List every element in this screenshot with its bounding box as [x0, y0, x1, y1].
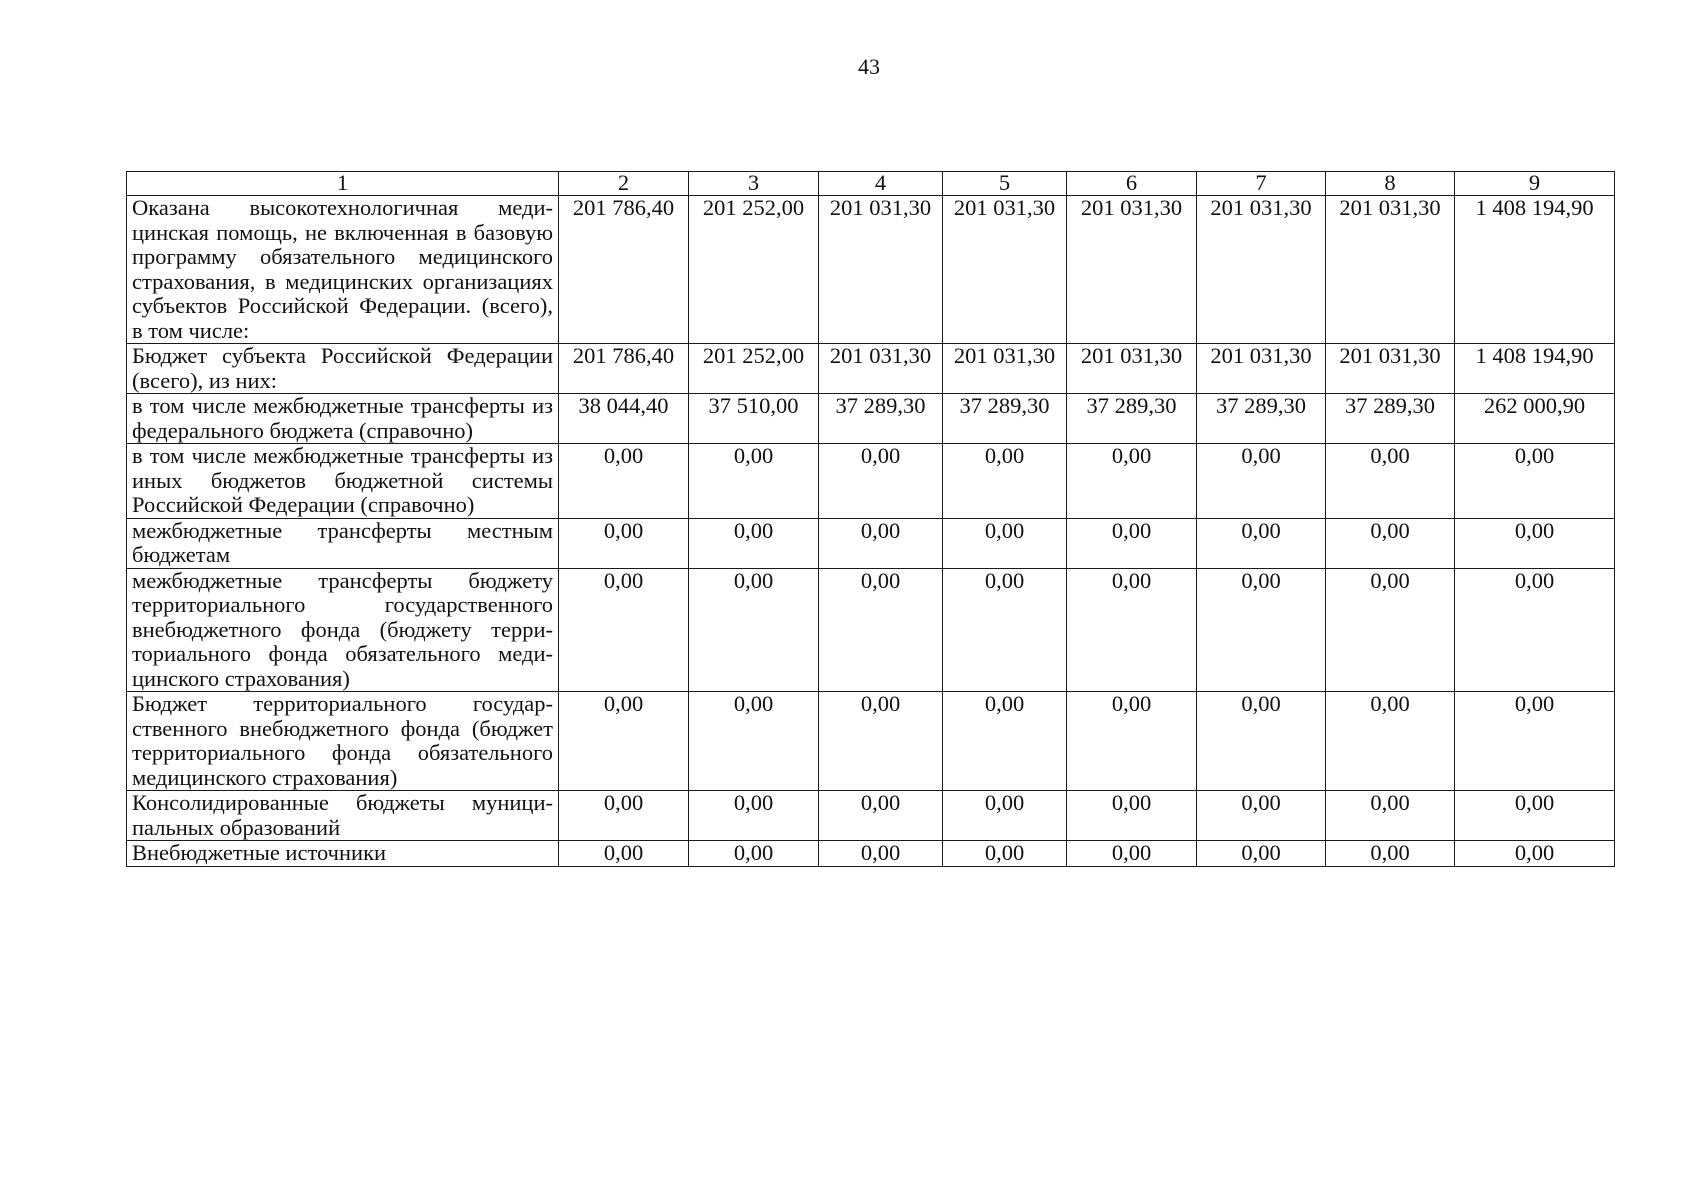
row-label: межбюджетные трансферты бюджету территориального государственного внебюджетного фонда (бюджету территориального фонда обязательного медицинского страхования): [127, 568, 559, 692]
value-cell: 0,00: [819, 841, 943, 867]
value-cell: 0,00: [1326, 791, 1455, 841]
column-header: 5: [943, 172, 1067, 196]
value-cell: 0,00: [689, 568, 819, 692]
value-cell: 201 031,30: [1067, 196, 1197, 344]
table-row: [127, 791, 1615, 841]
value-cell: 0,00: [1197, 518, 1326, 568]
value-cell: 0,00: [1067, 841, 1197, 867]
column-number-row: [127, 172, 1615, 196]
table-row: [127, 518, 1615, 568]
value-cell: 201 031,30: [819, 344, 943, 394]
value-cell: 0,00: [819, 791, 943, 841]
value-cell: 37 289,30: [819, 394, 943, 444]
table-row: [127, 568, 1615, 692]
column-header: 2: [559, 172, 689, 196]
row-label: Консолидированные бюджеты муниципальных образований: [127, 791, 559, 841]
value-cell: 201 252,00: [689, 344, 819, 394]
value-cell: 0,00: [1067, 791, 1197, 841]
value-cell: 201 786,40: [559, 344, 689, 394]
row-label: Бюджет территориального государственного внебюджетного фонда (бюджет территориального фонда обязательного медицинского страхования): [127, 692, 559, 791]
column-header: 3: [689, 172, 819, 196]
value-cell: 0,00: [943, 444, 1067, 519]
value-cell: 37 289,30: [943, 394, 1067, 444]
value-cell: 0,00: [1197, 791, 1326, 841]
budget-table: [126, 171, 1615, 867]
value-cell: 0,00: [1197, 568, 1326, 692]
value-cell: 0,00: [1067, 518, 1197, 568]
value-cell: 0,00: [559, 791, 689, 841]
value-cell: 0,00: [689, 518, 819, 568]
value-cell: 0,00: [943, 568, 1067, 692]
total-cell: 0,00: [1455, 791, 1615, 841]
value-cell: 0,00: [819, 692, 943, 791]
value-cell: 37 289,30: [1326, 394, 1455, 444]
value-cell: 0,00: [819, 518, 943, 568]
value-cell: 0,00: [1326, 841, 1455, 867]
value-cell: 37 289,30: [1067, 394, 1197, 444]
value-cell: 37 510,00: [689, 394, 819, 444]
value-cell: 0,00: [559, 568, 689, 692]
value-cell: 201 031,30: [1067, 344, 1197, 394]
value-cell: 201 252,00: [689, 196, 819, 344]
total-cell: 0,00: [1455, 444, 1615, 519]
value-cell: 201 031,30: [1197, 344, 1326, 394]
value-cell: 0,00: [689, 444, 819, 519]
value-cell: 0,00: [689, 841, 819, 867]
value-cell: 0,00: [1326, 518, 1455, 568]
table-row: [127, 444, 1615, 519]
value-cell: 0,00: [1067, 692, 1197, 791]
value-cell: 0,00: [1326, 444, 1455, 519]
row-label: Бюджет субъекта Российской Федерации (всего), из них:: [127, 344, 559, 394]
row-label: в том числе межбюджетные трансферты из федерального бюджета (справочно): [127, 394, 559, 444]
value-cell: 201 031,30: [1326, 196, 1455, 344]
value-cell: 0,00: [559, 444, 689, 519]
value-cell: 0,00: [943, 791, 1067, 841]
table-row: [127, 196, 1615, 344]
column-header: 9: [1455, 172, 1615, 196]
table-row: [127, 692, 1615, 791]
value-cell: 0,00: [559, 841, 689, 867]
total-cell: 1 408 194,90: [1455, 196, 1615, 344]
column-header: 8: [1326, 172, 1455, 196]
total-cell: 0,00: [1455, 518, 1615, 568]
value-cell: 0,00: [1197, 841, 1326, 867]
value-cell: 0,00: [943, 518, 1067, 568]
total-cell: 0,00: [1455, 568, 1615, 692]
value-cell: 0,00: [819, 568, 943, 692]
value-cell: 0,00: [1326, 568, 1455, 692]
value-cell: 0,00: [943, 841, 1067, 867]
value-cell: 0,00: [943, 692, 1067, 791]
value-cell: 0,00: [1067, 568, 1197, 692]
table-row: [127, 344, 1615, 394]
value-cell: 0,00: [689, 692, 819, 791]
total-cell: 262 000,90: [1455, 394, 1615, 444]
value-cell: 0,00: [1067, 444, 1197, 519]
value-cell: 37 289,30: [1197, 394, 1326, 444]
column-header: 1: [127, 172, 559, 196]
total-cell: 0,00: [1455, 841, 1615, 867]
row-label: Внебюджетные источники: [127, 841, 559, 867]
column-header: 4: [819, 172, 943, 196]
value-cell: 201 031,30: [819, 196, 943, 344]
row-label: в том числе межбюджетные трансферты из иных бюджетов бюджетной системы Российской Федерации (справочно): [127, 444, 559, 519]
value-cell: 0,00: [559, 518, 689, 568]
total-cell: 1 408 194,90: [1455, 344, 1615, 394]
value-cell: 0,00: [1326, 692, 1455, 791]
value-cell: 201 786,40: [559, 196, 689, 344]
value-cell: 0,00: [559, 692, 689, 791]
column-header: 6: [1067, 172, 1197, 196]
value-cell: 0,00: [819, 444, 943, 519]
value-cell: 201 031,30: [943, 196, 1067, 344]
value-cell: 0,00: [1197, 444, 1326, 519]
value-cell: 201 031,30: [943, 344, 1067, 394]
value-cell: 38 044,40: [559, 394, 689, 444]
value-cell: 0,00: [689, 791, 819, 841]
total-cell: 0,00: [1455, 692, 1615, 791]
row-label: Оказана высокотехнологичная медицинская помощь, не включенная в базовую программу обязательного медицинского страхования, в медицинских организациях субъектов Российской Федерации. (всего), в том числе:: [127, 196, 559, 344]
value-cell: 0,00: [1197, 692, 1326, 791]
page-number: 43: [858, 54, 880, 79]
column-header: 7: [1197, 172, 1326, 196]
row-label: межбюджетные трансферты местным бюджетам: [127, 518, 559, 568]
value-cell: 201 031,30: [1197, 196, 1326, 344]
table-row: [127, 841, 1615, 867]
value-cell: 201 031,30: [1326, 344, 1455, 394]
table-row: [127, 394, 1615, 444]
